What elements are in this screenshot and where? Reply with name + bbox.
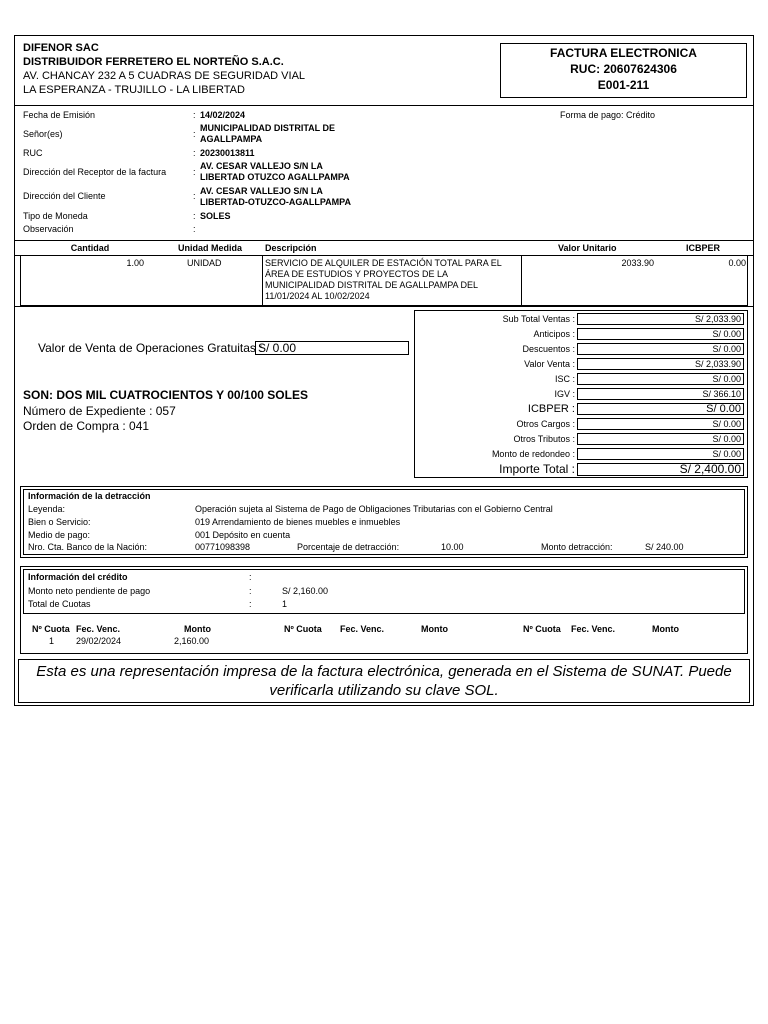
moneda-value: SOLES [200, 211, 231, 221]
total-value: S/ 2,033.90 [577, 313, 744, 325]
total-value: S/ 366.10 [577, 388, 744, 400]
leyenda-value: Operación sujeta al Sistema de Pago de Obligaciones Tributarias con el Gobierno Central [195, 504, 553, 514]
total-label: ICBPER : [527, 403, 575, 415]
ruc-label: RUC [23, 148, 43, 158]
medio-value: 001 Depósito en cuenta [195, 530, 291, 540]
col-divider [262, 255, 263, 306]
dir-cliente-label: Dirección del Cliente [23, 191, 106, 201]
dir-cliente-value-2: LIBERTAD-OTUZCO-AGALLPAMPA [200, 197, 351, 207]
row-valor-unitario: 2033.90 [621, 258, 654, 268]
row-monto: 2,160.00 [174, 636, 210, 646]
monto-header-3: Monto [652, 624, 679, 634]
colon: : [193, 224, 196, 234]
col-icbper: ICBPER [686, 243, 721, 253]
moneda-label: Tipo de Moneda [23, 211, 88, 221]
footer-line-2: verificarla utilizando su clave SOL. [269, 682, 499, 699]
amount-in-words: SON: DOS MIL CUATROCIENTOS Y 00/100 SOLES [23, 388, 308, 402]
cuenta-value: 00771098398 [195, 542, 251, 552]
total-label: Otros Tributos : [513, 434, 575, 444]
fecha-value: 14/02/2024 [200, 110, 246, 120]
monto-detraccion-value: S/ 240.00 [645, 542, 684, 552]
total-label: Sub Total Ventas : [502, 314, 575, 324]
col-valor-unitario: Valor Unitario [558, 243, 617, 253]
total-value: S/ 0.00 [577, 448, 744, 460]
row-desc-3: MUNICIPALIDAD DISTRITAL DE AGALLPAMPA DEL [265, 280, 479, 290]
porcentaje-label: Porcentaje de detracción: [297, 542, 400, 552]
dir-receptor-label: Dirección del Receptor de la factura [23, 167, 167, 177]
colon: : [193, 110, 196, 120]
colon: : [193, 129, 196, 139]
dir-cliente-value-1: AV. CESAR VALLEJO S/N LA [200, 186, 323, 196]
issuer-address-2: LA ESPERANZA - TRUJILLO - LA LIBERTAD [23, 84, 245, 96]
fec-header-3: Fec. Venc. [571, 624, 616, 634]
row-desc-4: 11/01/2024 AL 10/02/2024 [265, 291, 370, 301]
cuotas-label: Total de Cuotas [28, 599, 91, 609]
total-value: S/ 0.00 [577, 433, 744, 445]
pendiente-value: S/ 2,160.00 [282, 586, 329, 596]
credito-title: Información del crédito [28, 572, 128, 582]
porcentaje-value: 10.00 [441, 542, 464, 552]
total-label: Descuentos : [522, 344, 575, 354]
total-label: Otros Cargos : [516, 419, 575, 429]
bien-label: Bien o Servicio: [28, 517, 91, 527]
total-label: Valor Venta : [524, 359, 575, 369]
row-unidad: UNIDAD [187, 258, 222, 268]
row-cuota: 1 [49, 636, 55, 646]
leyenda-label: Leyenda: [28, 504, 66, 514]
issuer-address-1: AV. CHANCAY 232 A 5 CUADRAS DE SEGURIDAD VIAL [23, 70, 306, 82]
divider [14, 306, 754, 307]
total-label: Anticipos : [533, 329, 575, 339]
total-label: Monto de redondeo : [491, 449, 575, 459]
footer-line-1: Esta es una representación impresa de la factura electrónica, generada en el Sistema de SUNAT. Puede [36, 663, 732, 680]
observacion-label: Observación [23, 224, 74, 234]
row-fec-venc: 29/02/2024 [76, 636, 122, 646]
colon: : [193, 167, 196, 177]
expediente: Número de Expediente : 057 [23, 404, 176, 418]
row-desc-2: ÁREA DE ESTUDIOS Y PROYECTOS DE LA [265, 269, 449, 279]
cuotas-value: 1 [282, 599, 288, 609]
gratuitas-label: Valor de Venta de Operaciones Gratuitas : [38, 341, 263, 355]
total-value: S/ 2,033.90 [577, 358, 744, 370]
invoice-type: FACTURA ELECTRONICA [550, 46, 697, 60]
medio-label: Medio de pago: [28, 530, 91, 540]
table-top-line [14, 240, 754, 241]
issuer-short-name: DIFENOR SAC [23, 42, 99, 54]
total-value: S/ 2,400.00 [577, 463, 744, 476]
issuer-full-name: DISTRIBUIDOR FERRETERO EL NORTEÑO S.A.C. [23, 56, 284, 68]
gratuitas-value: S/ 0.00 [255, 341, 409, 355]
col-descripcion: Descripción [265, 243, 317, 253]
monto-header-1: Monto [184, 624, 211, 634]
col-divider [521, 255, 522, 306]
monto-detraccion-label: Monto detracción: [541, 542, 613, 552]
fec-header-1: Fec. Venc. [76, 624, 121, 634]
fecha-label: Fecha de Emisión [23, 110, 96, 120]
total-value: S/ 0.00 [577, 343, 744, 355]
dir-receptor-value-1: AV. CESAR VALLEJO S/N LA [200, 161, 323, 171]
total-label: IGV : [554, 389, 575, 399]
total-value: S/ 0.00 [577, 418, 744, 430]
total-value: S/ 0.00 [577, 403, 744, 415]
cuota-header-3: Nº Cuota [523, 624, 561, 634]
fec-header-2: Fec. Venc. [340, 624, 385, 634]
col-unidad: Unidad Medida [177, 243, 242, 253]
total-label: ISC : [554, 374, 575, 384]
senor-label: Señor(es) [23, 129, 63, 139]
invoice-ruc: RUC: 20607624306 [570, 62, 677, 76]
colon: : [193, 148, 196, 158]
divider [14, 105, 754, 106]
ruc-value: 20230013811 [200, 148, 255, 158]
row-cantidad: 1.00 [126, 258, 144, 268]
dir-receptor-value-2: LIBERTAD OTUZCO AGALLPAMPA [200, 172, 350, 182]
colon: : [193, 211, 196, 221]
colon: : [249, 572, 252, 582]
colon: : [249, 586, 252, 596]
total-label: Importe Total : [499, 462, 575, 476]
row-desc-1: SERVICIO DE ALQUILER DE ESTACIÓN TOTAL PARA EL [265, 258, 502, 268]
senor-value-1: MUNICIPALIDAD DISTRITAL DE [200, 123, 335, 133]
cuenta-label: Nro. Cta. Banco de la Nación: [28, 542, 148, 552]
bien-value: 019 Arrendamiento de bienes muebles e inmuebles [195, 517, 401, 527]
monto-header-2: Monto [421, 624, 448, 634]
pendiente-label: Monto neto pendiente de pago [28, 586, 151, 596]
row-icbper: 0.00 [728, 258, 746, 268]
detraccion-title: Información de la detracción [28, 491, 151, 501]
total-value: S/ 0.00 [577, 328, 744, 340]
colon: : [193, 191, 196, 201]
cuota-header-1: Nº Cuota [32, 624, 70, 634]
forma-pago: Forma de pago: Crédito [560, 110, 656, 120]
orden-compra: Orden de Compra : 041 [23, 419, 150, 433]
cuota-header-2: Nº Cuota [284, 624, 322, 634]
total-value: S/ 0.00 [577, 373, 744, 385]
col-cantidad: Cantidad [70, 243, 110, 253]
senor-value-2: AGALLPAMPA [200, 134, 263, 144]
colon: : [249, 599, 252, 609]
invoice-number: E001-211 [597, 78, 650, 92]
